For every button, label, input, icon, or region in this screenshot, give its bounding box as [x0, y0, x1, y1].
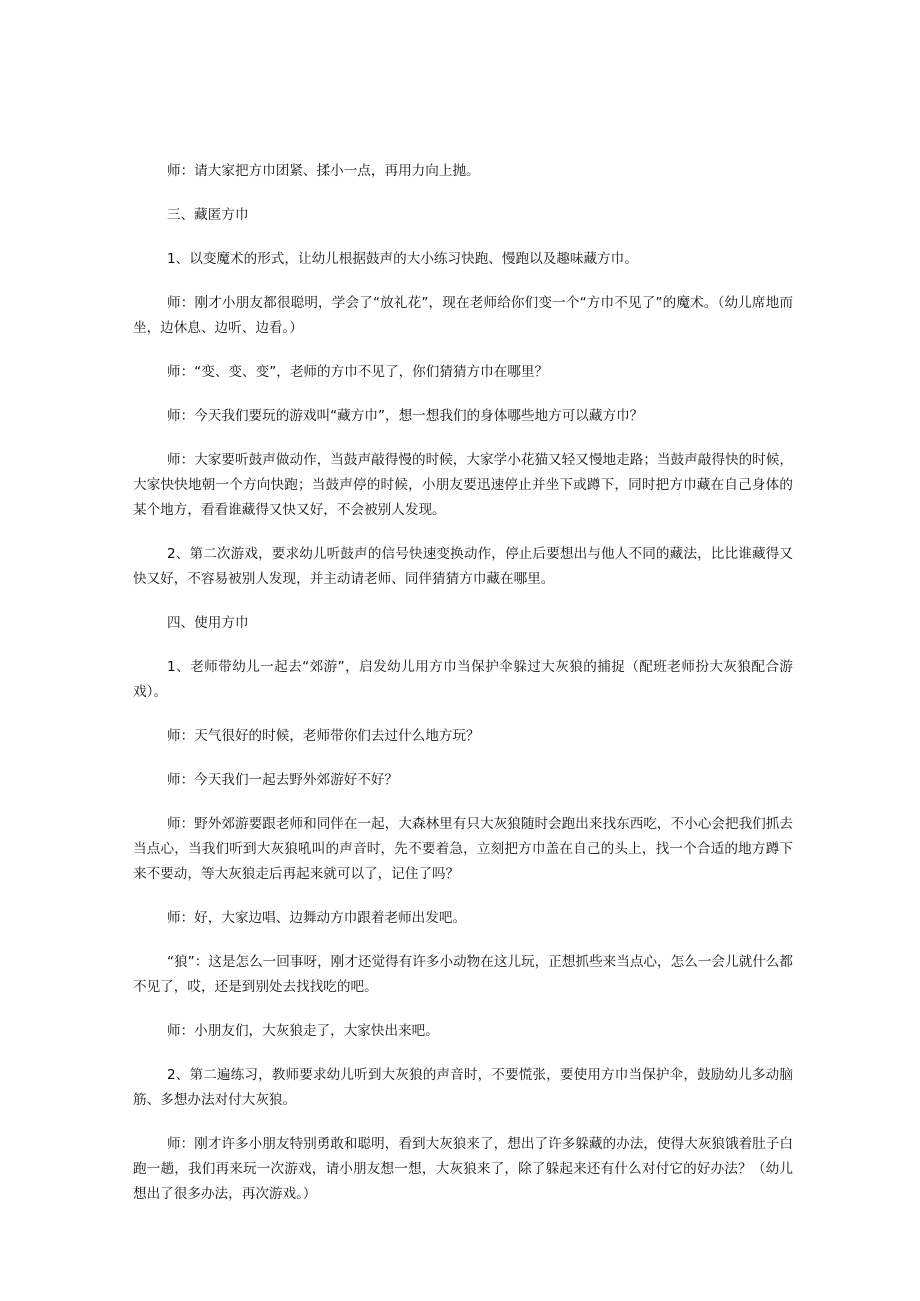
paragraph-step-2-second-game: 2、第二次游戏，要求幼儿听鼓声的信号快速变换动作，停止后要想出与他人不同的藏法，比比谁藏得又快又好，不容易被别人发现，并主动请老师、同伴猜猜方巾藏在哪里。	[133, 546, 793, 587]
paragraph-step-2-second-practice: 2、第二遍练习，教师要求幼儿听到大灰狼的声音时，不要慌张，要使用方巾当保护伞，鼓励幼儿多动脑筋、多想办法对付大灰狼。	[133, 1067, 793, 1108]
section-heading-hide-scarf: 三、藏匿方巾	[167, 207, 249, 223]
paragraph-teacher-wolf-gone: 师：小朋友们，大灰狼走了，大家快出来吧。	[167, 1023, 439, 1039]
paragraph-teacher-throw: 师：请大家把方巾团紧、揉小一点，再用力向上抛。	[167, 163, 480, 179]
paragraph-step-1-magic: 1、以变魔术的形式，让幼儿根据鼓声的大小练习快跑、慢跑以及趣味藏方巾。	[167, 251, 638, 267]
paragraph-teacher-drum-rules: 师：大家要听鼓声做动作，当鼓声敲得慢的时候，大家学小花猫又轻又慢地走路；当鼓声敲得快的时候，大家快快地朝一个方向快跑；当鼓声停的时候，小朋友要迅速停止并坐下或蹲下，同时把方巾藏在自己身体的某个地方，看看谁藏得又快又好，不会被别人发现。	[133, 452, 793, 518]
paragraph-teacher-wolf-rules: 师：野外郊游要跟老师和同伴在一起，大森林里有只大灰狼随时会跑出来找东西吃，不小心会把我们抓去当点心，当我们听到大灰狼吼叫的声音时，先不要着急，立刻把方巾盖在自己的头上，找一个合适的地方蹲下来不要动，等大灰狼走后再起来就可以了，记住了吗？	[133, 816, 793, 882]
paragraph-teacher-depart: 师：好，大家边唱、边舞动方巾跟着老师出发吧。	[167, 910, 467, 926]
paragraph-teacher-game-name: 师：今天我们要玩的游戏叫“藏方巾”，想一想我们的身体哪些地方可以藏方巾？	[167, 408, 644, 424]
document-body	[133, 159, 793, 1226]
paragraph-teacher-outing-question: 师：今天我们一起去野外郊游好不好？	[167, 772, 399, 788]
paragraph-teacher-weather: 师：天气很好的时候，老师带你们去过什么地方玩？	[167, 728, 480, 744]
paragraph-wolf-speech: “狼”：这是怎么一回事呀，刚才还觉得有许多小动物在这儿玩，正想抓些来当点心，怎么一会儿就什么都不见了，哎，还是到别处去找找吃的吧。	[133, 954, 793, 995]
paragraph-teacher-praise: 师：刚才许多小朋友特别勇敢和聪明，看到大灰狼来了，想出了许多躲藏的办法，使得大灰狼饿着肚子白跑一趟，我们再来玩一次游戏，请小朋友想一想，大灰狼来了，除了躲起来还有什么对付它的好办法？（幼儿想出了很多办法，再次游戏。）	[133, 1136, 793, 1202]
section-heading-use-scarf: 四、使用方巾	[167, 615, 249, 631]
paragraph-step-1-outing: 1、老师带幼儿一起去“郊游”，启发幼儿用方巾当保护伞躲过大灰狼的捕捉（配班老师扮大灰狼配合游戏）。	[133, 659, 793, 700]
paragraph-teacher-change: 师：“变、变、变”，老师的方巾不见了，你们猜猜方巾在哪里？	[167, 364, 549, 380]
paragraph-teacher-magic-trick: 师：刚才小朋友都很聪明，学会了“放礼花”，现在老师给你们变一个“方巾不见了”的魔术。（幼儿席地而坐，边休息、边听、边看。）	[133, 295, 793, 336]
